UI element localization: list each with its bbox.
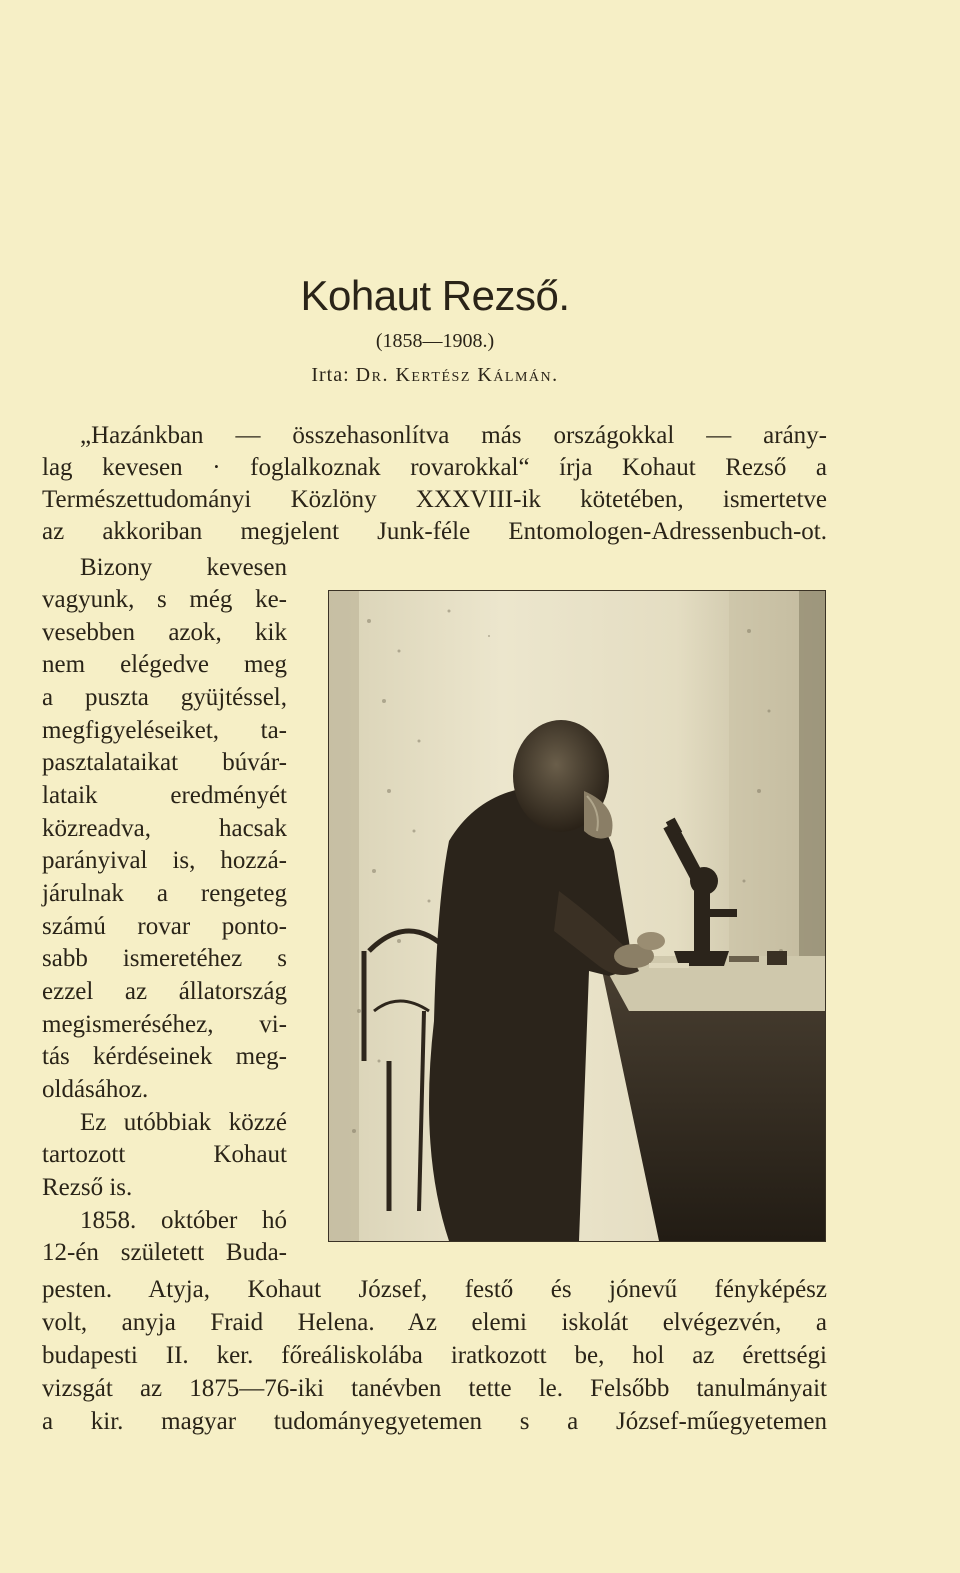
author-prefix: Irta: (311, 364, 350, 386)
text-line: járulnak a rengeteg (42, 880, 287, 907)
text-line: Bizony kevesen (80, 554, 287, 581)
text-line: „Hazánkban — összehasonlítva más országokkal — arány- (80, 422, 827, 449)
text-line: sabb ismeretéhez s (42, 945, 287, 972)
text-line: megismeréséhez, vi- (42, 1011, 287, 1038)
text-line: 12-én született Buda- (42, 1239, 287, 1266)
author-name: Dr. Kertész Kálmán. (355, 364, 559, 386)
life-dates: (1858—1908.) (375, 330, 495, 352)
text-line: tartozott Kohaut (42, 1141, 287, 1168)
text-line: tás kérdéseinek meg- (42, 1043, 287, 1070)
text-line: lataik eredményét (42, 782, 287, 809)
text-line: volt, anyja Fraid Helena. Az elemi iskolát elvégezvén, a (42, 1309, 827, 1336)
text-line: közreadva, hacsak (42, 815, 287, 842)
text-line: budapesti II. ker. főreáliskolába iratkozott be, hol az érettségi (42, 1342, 827, 1369)
text-line: a puszta gyüjtéssel, (42, 684, 287, 711)
text-line: Ez utóbbiak közzé (80, 1109, 287, 1136)
text-line: pesten. Atyja, Kohaut József, festő és jónevű fényképész (42, 1276, 827, 1303)
text-line: Természettudományi Közlöny XXXVIII-ik kötetében, ismertetve (42, 486, 827, 513)
text-line: ezzel az állatország (42, 978, 287, 1005)
text-line: az akkoriban megjelent Junk-féle Entomologen-Adressenbuch-ot. (42, 518, 827, 545)
text-line: nem elégedve meg (42, 651, 287, 678)
text-line: 1858. október hó (80, 1207, 287, 1234)
text-line: vizsgát az 1875—76-iki tanévben tette le. Felsőbb tanulmányait (42, 1375, 827, 1402)
text-line: lag kevesen · foglalkoznak rovarokkal“ írja Kohaut Rezső a (42, 454, 827, 481)
text-line: pasztalataikat búvár- (42, 749, 287, 776)
text-line: a kir. magyar tudományegyetemen s a József-műegyetemen (42, 1408, 827, 1435)
article-title: Kohaut Rezső. (300, 272, 570, 319)
text-line: vesebben azok, kik (42, 619, 287, 646)
text-line: számú rovar ponto- (42, 913, 287, 940)
text-line: Rezső is. (42, 1174, 133, 1201)
portrait-photo (328, 590, 826, 1242)
text-line: oldásához. (42, 1076, 149, 1103)
text-line: parányival is, hozzá- (42, 847, 287, 874)
author-line (0, 364, 870, 387)
text-line: megfigyeléseiket, ta- (42, 717, 287, 744)
text-line: vagyunk, s még ke- (42, 586, 287, 613)
portrait-photo-image (329, 591, 825, 1241)
